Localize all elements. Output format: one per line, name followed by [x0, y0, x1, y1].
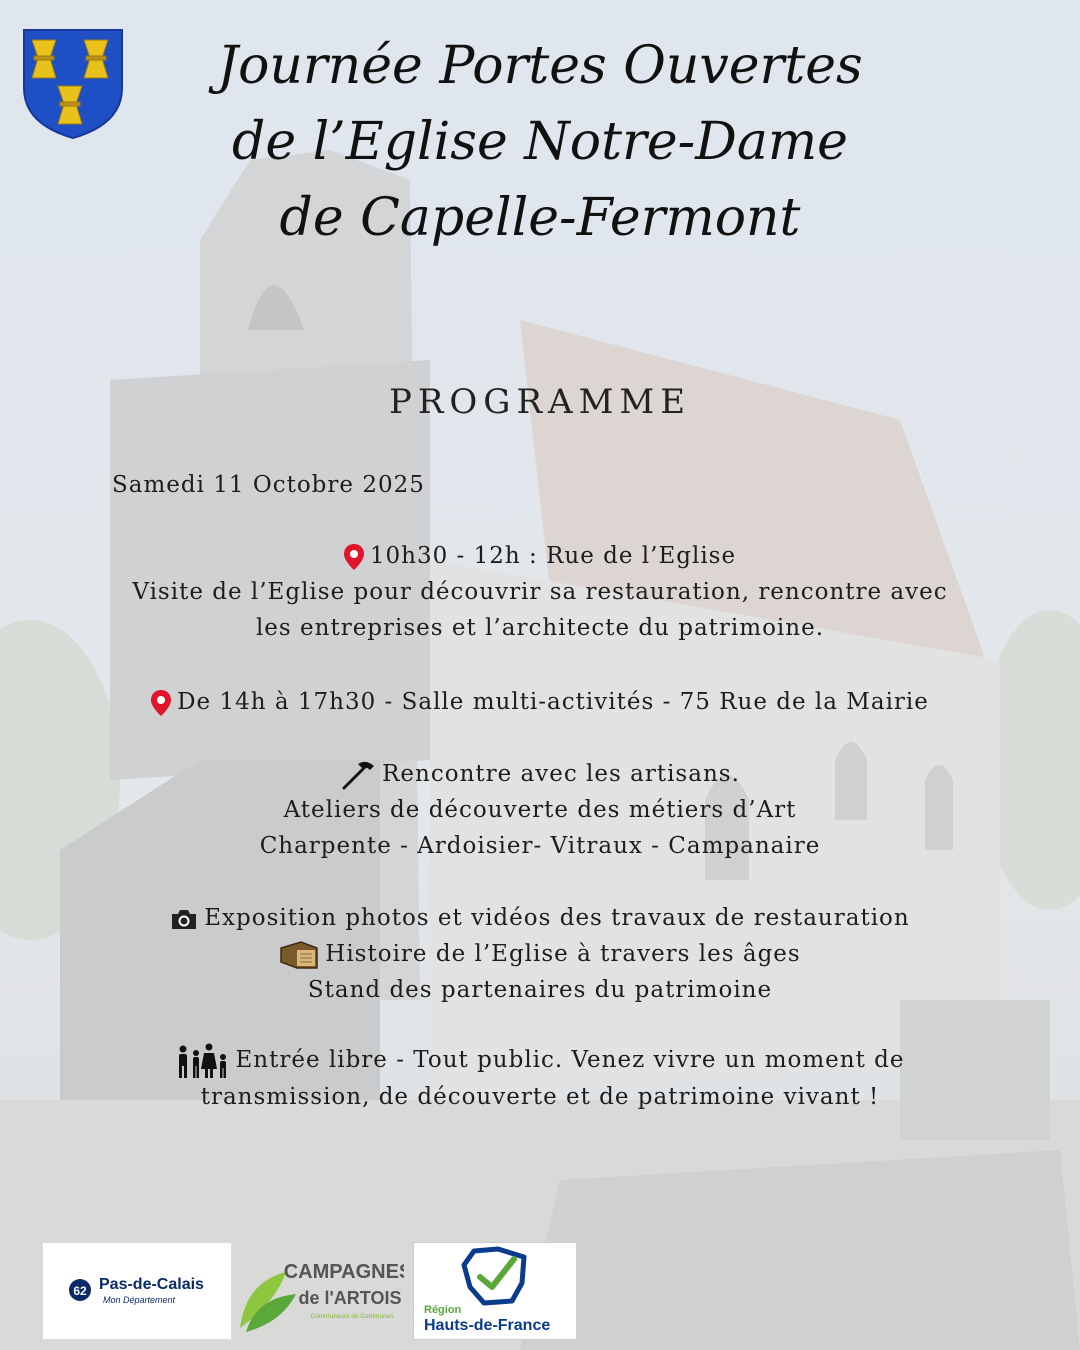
artisans-block [60, 756, 1020, 864]
svg-text:CAMPAGNES: CAMPAGNES [283, 1261, 404, 1283]
morning-block [60, 538, 1020, 646]
book-icon [279, 940, 319, 970]
location-pin-icon [151, 690, 171, 716]
svg-text:Pas-de-Calais: Pas-de-Calais [99, 1276, 204, 1293]
location-pin-icon [344, 544, 364, 570]
morning-time-place: 10h30 - 12h : Rue de l’Eglise [369, 543, 737, 569]
afternoon-block [60, 684, 1020, 720]
pas-de-calais-logo [42, 1242, 232, 1340]
svg-text:de l'ARTOIS: de l'ARTOIS [298, 1288, 402, 1308]
coat-of-arms-icon [22, 28, 124, 140]
programme-heading: PROGRAMME [388, 382, 692, 422]
afternoon-time-place: De 14h à 17h30 - Salle multi-activités - 75 Rue de la Mairie [177, 689, 929, 715]
artisans-line-2: Ateliers de découverte des métiers d’Art [283, 797, 797, 823]
exhibits-line-1: Exposition photos et vidéos des travaux de restauration [204, 905, 910, 931]
artisans-line-1: Rencontre avec les artisans. [382, 761, 740, 787]
title-line-2: de l’Eglise Notre-Dame [232, 112, 848, 172]
event-date: Samedi 11 Octobre 2025 [112, 472, 425, 498]
exhibits-block [60, 900, 1020, 1008]
camera-icon [170, 908, 198, 930]
svg-text:Hauts-de-France: Hauts-de-France [424, 1317, 551, 1334]
campagnes-de-l-artois-logo [236, 1242, 404, 1338]
entry-line-2: transmission, de découverte et de patrimoine vivant ! [200, 1084, 880, 1110]
hammer-icon [340, 760, 376, 790]
family-icon [176, 1043, 230, 1079]
entry-block [60, 1042, 1020, 1115]
title-line-1: Journée Portes Ouvertes [217, 36, 863, 96]
entry-line-1: Entrée libre - Tout public. Venez vivre un moment de [235, 1047, 905, 1073]
artisans-line-3: Charpente - Ardoisier- Vitraux - Campanaire [259, 833, 821, 859]
svg-text:62: 62 [73, 1284, 87, 1298]
svg-text:Mon Département: Mon Département [103, 1295, 176, 1305]
exhibits-line-2: Histoire de l’Eglise à travers les âges [325, 941, 801, 967]
event-title [150, 28, 930, 256]
morning-line-1: Visite de l’Eglise pour découvrir sa restauration, rencontre avec [132, 579, 948, 605]
exhibits-line-3: Stand des partenaires du patrimoine [307, 977, 773, 1003]
svg-text:Région: Région [424, 1304, 462, 1316]
hauts-de-france-logo [413, 1242, 577, 1340]
svg-text:Communauté de Communes: Communauté de Communes [310, 1313, 394, 1320]
title-line-3: de Capelle-Fermont [279, 188, 801, 248]
morning-line-2: les entreprises et l’architecte du patrimoine. [255, 615, 825, 641]
